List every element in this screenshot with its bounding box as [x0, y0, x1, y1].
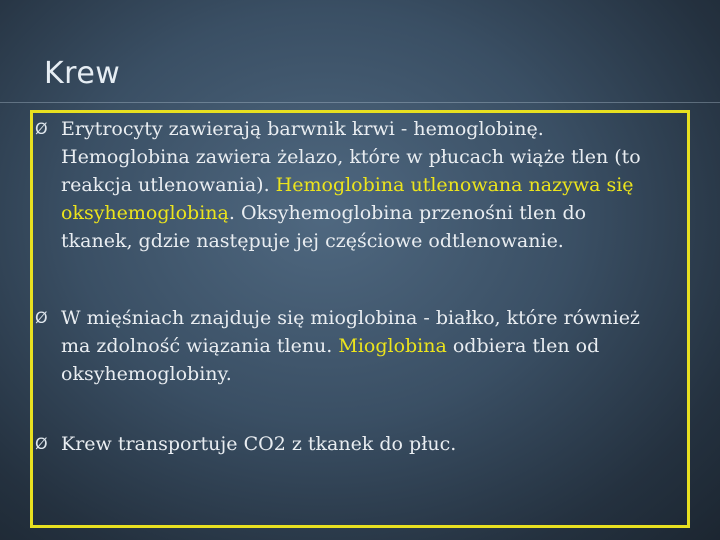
list-item [30, 304, 658, 388]
bullet-text-part: Erytrocyty zawierają barwnik krwi - hemoglobinę. Hemoglobina zawiera żelazo, które w płucach wiąże tlen (to reakcja utlenowania). [61, 118, 641, 196]
arrow-bullet-icon: Ø [35, 434, 48, 453]
highlighted-text: Hemoglobina utlenowana nazywa się oksyhemoglobiną [61, 174, 634, 224]
arrow-bullet-icon: Ø [35, 308, 48, 327]
bullet-text-part: W mięśniach znajduje się mioglobina - białko, które również ma zdolność wiązania tlenu. [61, 307, 640, 357]
bullet-text-part: odbiera tlen od oksyhemoglobiny. [61, 335, 600, 385]
slide-title: Krew [44, 56, 121, 91]
list-item [30, 115, 658, 255]
bullet-text [61, 430, 661, 458]
title-divider [0, 102, 720, 103]
list-item [30, 430, 658, 458]
bullet-text [61, 304, 661, 388]
bullet-text-part: . Oksyhemoglobina przenośni tlen do tkanek, gdzie następuje jej częściowe odtlenowanie. [61, 202, 587, 252]
bullet-text [61, 115, 661, 255]
bullet-text-part: Krew transportuje CO2 z tkanek do płuc. [61, 433, 457, 455]
highlighted-text: Mioglobina [338, 335, 447, 357]
arrow-bullet-icon: Ø [35, 119, 48, 138]
